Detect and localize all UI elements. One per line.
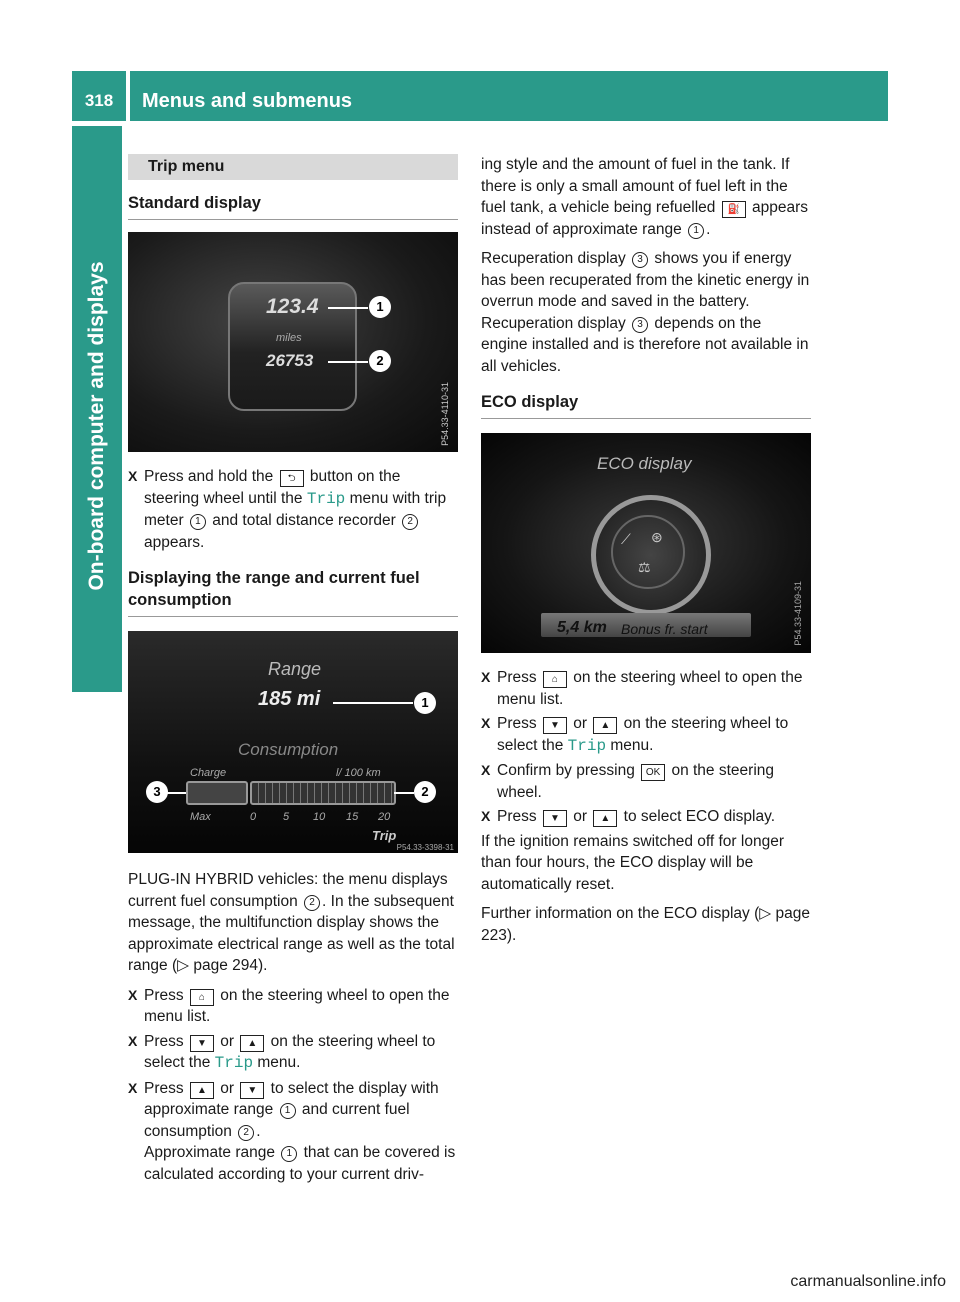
page-link[interactable]: page 294 [193,957,259,974]
bonus-label: Bonus fr. start [621,621,708,637]
callout-line [394,792,414,794]
instruction-step: X Press ▼ or ▲ on the steering wheel to select the Trip menu. [128,1032,436,1072]
callout-ref: 2 [402,514,418,530]
fuel-icon: ⛽ [722,201,746,218]
consistency-icon: ⚖ [638,559,651,575]
up-key-icon: ▲ [190,1082,214,1099]
right-column [481,154,811,954]
callout-ref: 1 [281,1146,297,1162]
trip-menu-label: Trip [214,1054,254,1072]
back-key-icon: ⮌ [280,470,304,487]
callout-ref: 2 [238,1125,254,1141]
tick-label: 20 [378,811,391,823]
charge-bar [186,781,248,805]
coasting-icon: ⊛ [651,529,663,545]
sidebar-title: On-board computer and displays [85,261,108,591]
page-header [72,71,888,121]
watermark: carmanualsonline.info [790,1273,946,1290]
down-key-icon: ▼ [543,810,567,827]
callout-ref: 1 [688,223,704,239]
down-key-icon: ▼ [543,717,567,734]
step-marker: X [481,762,491,778]
instruction-step: X Press ▼ or ▲ on the steering wheel to select the Trip menu. [481,715,789,755]
header-separator [126,71,130,121]
callout-ref: 1 [190,514,206,530]
instruction-step: X Press ▲ or ▼ to select the display with approximate range 1 and current fuel consumption 2 . Approximate range 1 that can be covered is calculated according to your current driv- [128,1079,456,1183]
section-heading: Trip menu [128,154,458,180]
charge-label: Charge [190,767,227,779]
figure-code: P54.33-3398-31 [396,843,454,852]
consumption-title: Consumption [238,740,339,759]
callout-ref: 1 [280,1103,296,1119]
ok-key-icon: OK [641,764,665,781]
up-key-icon: ▲ [593,717,617,734]
callout-line [328,361,368,363]
step-marker: X [128,1032,138,1049]
callout-3: 3 [146,781,168,803]
eco-display-figure [481,433,811,653]
standard-display-figure [128,232,458,452]
tick-label: 10 [313,811,326,823]
callout-2: 2 [369,350,391,372]
tick-label: 5 [283,811,290,823]
ignition-paragraph: If the ignition remains switched off for longer than four hours, the ECO display will be automatically reset. [481,832,784,893]
step-marker: X [481,715,491,731]
acceleration-icon: ⟋ [621,531,631,547]
home-key-icon: ⌂ [190,989,214,1006]
chapter-sidebar [72,126,122,642]
trip-menu-label: Trip [306,489,346,508]
further-info-paragraph: Further information on the ECO display (▷ page 223). [481,905,810,944]
eco-display-heading: ECO display [481,391,811,419]
page-ref-arrow-icon: ▷ [177,957,190,974]
instruction-step: X Press ▼ or ▲ to select ECO display. [481,806,811,828]
callout-ref: 3 [632,317,648,333]
callout-ref: 3 [632,252,648,268]
instruction-step: X Press ⌂ on the steering wheel to open the menu list. [481,669,803,708]
callout-line [333,702,413,704]
consumption-unit: l/ 100 km [336,767,381,779]
range-heading: Displaying the range and current fuel consumption [128,567,458,617]
callout-1: 1 [414,692,436,714]
down-key-icon: ▼ [240,1082,264,1099]
range-title: Range [268,659,322,679]
step-marker: X [481,669,491,685]
home-key-icon: ⌂ [543,671,567,688]
callout-2: 2 [414,781,436,803]
consumption-bar [250,781,396,805]
unit-label: miles [276,332,302,344]
range-figure [128,631,458,853]
trip-meter-value: 123.4 [266,295,319,318]
trip-label: Trip [372,828,397,843]
instruction-step: X Press and hold the ⮌ button on the steering wheel until the Trip menu with trip meter 1 and total distance recorder 2 appears. [128,468,447,551]
step-marker: X [128,1079,138,1096]
up-key-icon: ▲ [593,810,617,827]
sidebar-tab [72,642,122,692]
instruction-step: X Press ⌂ on the steering wheel to open the menu list. [128,986,450,1025]
up-key-icon: ▲ [240,1035,264,1052]
page-link[interactable]: page 223 [481,905,810,944]
instruction-step: X Confirm by pressing OK on the steering wheel. [481,762,774,801]
total-distance-value: 26753 [266,351,314,370]
standard-display-heading: Standard display [128,192,458,220]
step-marker: X [128,468,138,484]
figure-code: P54.33-4110-31 [439,382,450,446]
step-marker: X [481,808,491,824]
trip-menu-label: Trip [567,736,607,755]
range-continuation-paragraph: ing style and the amount of fuel in the tank. If there is only a small amount of fuel left in the fuel tank, a vehicle being refuelled ⛽ appears instead of approximate range 1 . [481,156,809,238]
page-number: 318 [84,91,114,110]
recuperation-paragraph: Recuperation display 3 shows you if energy has been recuperated from the kinetic energy in overrun mode and saved in the battery. Recuperation display 3 depends on the engine installed and is therefore not available in all vehicles. [481,250,810,375]
plugin-hybrid-paragraph: PLUG-IN HYBRID vehicles: the menu displays current fuel consumption 2 . In the subsequent message, the multifunction display shows the approximate electrical range as well as the total range (▷ page 294). [128,871,455,974]
down-key-icon: ▼ [190,1035,214,1052]
callout-line [328,307,368,309]
tick-label: 15 [346,811,359,823]
range-value: 185 mi [258,688,321,710]
tick-label: 0 [250,811,257,823]
max-label: Max [190,811,211,823]
left-column [128,154,458,1188]
eco-title: ECO display [597,454,692,473]
callout-ref: 2 [304,895,320,911]
callout-1: 1 [369,296,391,318]
figure-code: P54.33-4109-31 [792,581,803,646]
page-ref-arrow-icon: ▷ [759,905,772,922]
chapter-title: Menus and submenus [142,90,353,112]
step-marker: X [128,986,138,1003]
bonus-value: 5,4 km [557,619,607,636]
